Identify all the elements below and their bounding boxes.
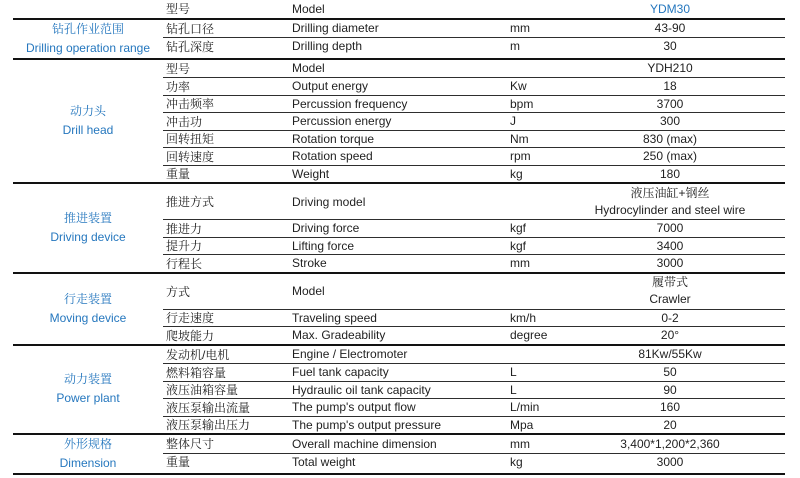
param-value: 3000 <box>656 256 684 271</box>
param-value: 50 <box>663 365 677 380</box>
table-row <box>163 37 785 55</box>
table-row <box>163 398 785 416</box>
param-name-cn: 方式 <box>166 284 191 299</box>
param-name-cn: 爬坡能力 <box>166 328 215 343</box>
header-model-value: YDM30 <box>649 1 690 16</box>
param-unit: kg <box>510 166 523 181</box>
param-unit: L <box>510 382 517 397</box>
param-name-en: Driving model <box>292 194 366 209</box>
category-rows <box>163 20 785 58</box>
header-row-block <box>13 0 785 20</box>
param-name-en: Total weight <box>292 454 356 469</box>
param-value: 90 <box>663 382 677 397</box>
table-row <box>163 254 785 272</box>
param-name-en: Output energy <box>292 79 369 94</box>
param-name-en: The pump's output flow <box>292 400 416 415</box>
table-row <box>163 95 785 113</box>
table-row <box>163 20 785 38</box>
table-row <box>163 435 785 453</box>
param-name-cn: 型号 <box>166 61 191 76</box>
param-name-en: Traveling speed <box>292 310 377 325</box>
category-cell <box>13 20 163 58</box>
param-name-en: Driving force <box>292 221 360 236</box>
param-value: 43-90 <box>654 21 686 36</box>
table-row <box>163 112 785 130</box>
param-value: 3000 <box>656 454 684 469</box>
header-category-spacer <box>13 0 163 18</box>
param-name-cn: 回转扭矩 <box>166 132 215 147</box>
param-value: 830 (max) <box>642 131 698 146</box>
param-name-cn: 提升力 <box>166 239 203 254</box>
param-name-cn: 发动机/电机 <box>166 347 230 362</box>
param-name-cn: 冲击频率 <box>166 97 215 112</box>
category-rows <box>163 184 785 272</box>
category-block <box>13 184 785 274</box>
spec-table <box>13 0 785 475</box>
param-unit: J <box>510 114 516 129</box>
param-value: YDH210 <box>647 61 693 76</box>
table-row <box>163 60 785 78</box>
table-row <box>163 184 785 219</box>
category-block <box>13 274 785 346</box>
param-name-cn: 行走速度 <box>166 311 215 326</box>
category-block <box>13 435 785 475</box>
param-value: 20 <box>663 417 677 432</box>
param-value: 3700 <box>656 96 684 111</box>
param-unit: km/h <box>510 310 537 325</box>
header-rows <box>163 0 785 18</box>
header-param-en: Model <box>292 1 325 16</box>
param-value: 0-2 <box>661 310 679 325</box>
param-value: 20° <box>660 328 680 343</box>
param-unit: m <box>510 39 520 54</box>
param-name-cn: 液压泵输出压力 <box>166 418 251 433</box>
param-unit: kg <box>510 454 523 469</box>
param-unit: kgf <box>510 221 527 236</box>
param-name-en: Percussion energy <box>292 114 392 129</box>
param-name-en: Stroke <box>292 256 327 271</box>
param-name-cn: 冲击功 <box>166 114 203 129</box>
param-name-en: Rotation torque <box>292 131 375 146</box>
param-value-line1: 履带式 <box>651 275 688 289</box>
param-name-en: Engine / Electromoter <box>292 347 408 362</box>
param-name-en: Lifting force <box>292 238 355 253</box>
param-unit: rpm <box>510 149 531 164</box>
table-row <box>163 147 785 165</box>
param-value: 180 <box>659 166 681 181</box>
category-cell <box>13 435 163 473</box>
param-name-cn: 燃料箱容量 <box>166 365 227 380</box>
category-block <box>13 346 785 436</box>
table-row <box>163 274 785 309</box>
param-name-en: Percussion frequency <box>292 96 408 111</box>
param-unit: L <box>510 365 517 380</box>
table-row <box>163 165 785 183</box>
param-name-cn: 功率 <box>166 79 191 94</box>
param-value: 160 <box>659 400 681 415</box>
param-name-en: Drilling depth <box>292 39 363 54</box>
param-name-cn: 液压泵输出流量 <box>166 400 251 415</box>
param-name-cn: 回转速度 <box>166 149 215 164</box>
category-cell <box>13 60 163 183</box>
param-unit: kgf <box>510 238 527 253</box>
param-name-cn: 钻孔口径 <box>166 21 215 36</box>
param-unit: mm <box>510 436 530 451</box>
category-block <box>13 60 785 185</box>
table-row <box>163 77 785 95</box>
param-name-en: Overall machine dimension <box>292 436 437 451</box>
table-row <box>163 381 785 399</box>
param-name-cn: 推进力 <box>166 221 203 236</box>
param-value: 3,400*1,200*2,360 <box>620 436 720 451</box>
category-name-en: Power plant <box>56 391 120 406</box>
param-value: 7000 <box>656 221 684 236</box>
category-name-en: Drilling operation range <box>25 40 151 55</box>
category-name-en: Moving device <box>49 310 127 325</box>
param-name-cn: 推进方式 <box>166 195 215 209</box>
param-name-en: Model <box>292 61 325 76</box>
category-name-cn: 外形规格 <box>63 437 112 451</box>
table-row <box>163 237 785 255</box>
category-cell <box>13 274 163 344</box>
param-name-en: Rotation speed <box>292 149 373 164</box>
param-name-cn: 行程长 <box>166 256 203 271</box>
category-rows <box>163 346 785 434</box>
category-name-cn: 钻孔作业范围 <box>51 21 124 36</box>
table-row <box>163 309 785 327</box>
header-param-cn: 型号 <box>166 2 191 17</box>
table-row <box>163 453 785 471</box>
param-unit: mm <box>510 21 530 36</box>
param-name-cn: 整体尺寸 <box>166 437 215 452</box>
param-name-en: Hydraulic oil tank capacity <box>292 382 431 397</box>
param-name-en: Model <box>292 284 325 298</box>
param-value: 81Kw/55Kw <box>638 347 702 362</box>
param-value: 30 <box>663 39 677 54</box>
table-row <box>163 416 785 434</box>
param-unit: bpm <box>510 96 534 111</box>
param-unit: degree <box>510 328 548 343</box>
category-name-cn: 动力头 <box>69 103 106 118</box>
category-name-en: Dimension <box>59 456 117 470</box>
param-name-cn: 重量 <box>166 167 191 182</box>
category-name-en: Driving device <box>50 229 126 244</box>
param-name-en: Drilling diameter <box>292 21 379 36</box>
param-value <box>555 274 785 308</box>
param-unit: L/min <box>510 400 540 415</box>
category-name-cn: 动力装置 <box>63 372 112 387</box>
param-unit: Mpa <box>510 417 534 432</box>
param-value-line2: Crawler <box>649 292 691 306</box>
table-row <box>163 326 785 344</box>
param-value: 3400 <box>656 238 684 253</box>
category-blocks <box>13 20 785 476</box>
param-name-en: Fuel tank capacity <box>292 365 389 380</box>
param-name-cn: 重量 <box>166 455 191 470</box>
table-row <box>163 219 785 237</box>
table-row <box>163 363 785 381</box>
table-header-row <box>163 0 785 18</box>
category-rows <box>163 60 785 183</box>
param-value: 18 <box>663 79 677 94</box>
param-name-en: The pump's output pressure <box>292 417 442 432</box>
category-rows <box>163 274 785 344</box>
param-value-line1: 液压油缸+钢丝 <box>630 185 710 200</box>
param-value <box>555 185 785 219</box>
category-name-en: Drill head <box>62 122 114 137</box>
category-cell <box>13 346 163 434</box>
param-name-cn: 液压油箱容量 <box>166 383 239 398</box>
table-row <box>163 346 785 364</box>
category-block <box>13 20 785 60</box>
param-name-cn: 钻孔深度 <box>166 39 215 54</box>
param-value: 300 <box>659 114 681 129</box>
param-unit: mm <box>510 256 530 271</box>
param-name-en: Weight <box>292 166 330 181</box>
table-row <box>163 130 785 148</box>
category-name-cn: 行走装置 <box>63 291 112 306</box>
category-rows <box>163 435 785 473</box>
category-cell <box>13 184 163 272</box>
category-name-cn: 推进装置 <box>63 210 112 225</box>
param-value-line2: Hydrocylinder and steel wire <box>594 202 746 217</box>
param-unit: Nm <box>510 131 529 146</box>
param-unit: Kw <box>510 79 527 94</box>
param-value: 250 (max) <box>642 149 698 164</box>
param-name-en: Max. Gradeability <box>292 328 386 343</box>
